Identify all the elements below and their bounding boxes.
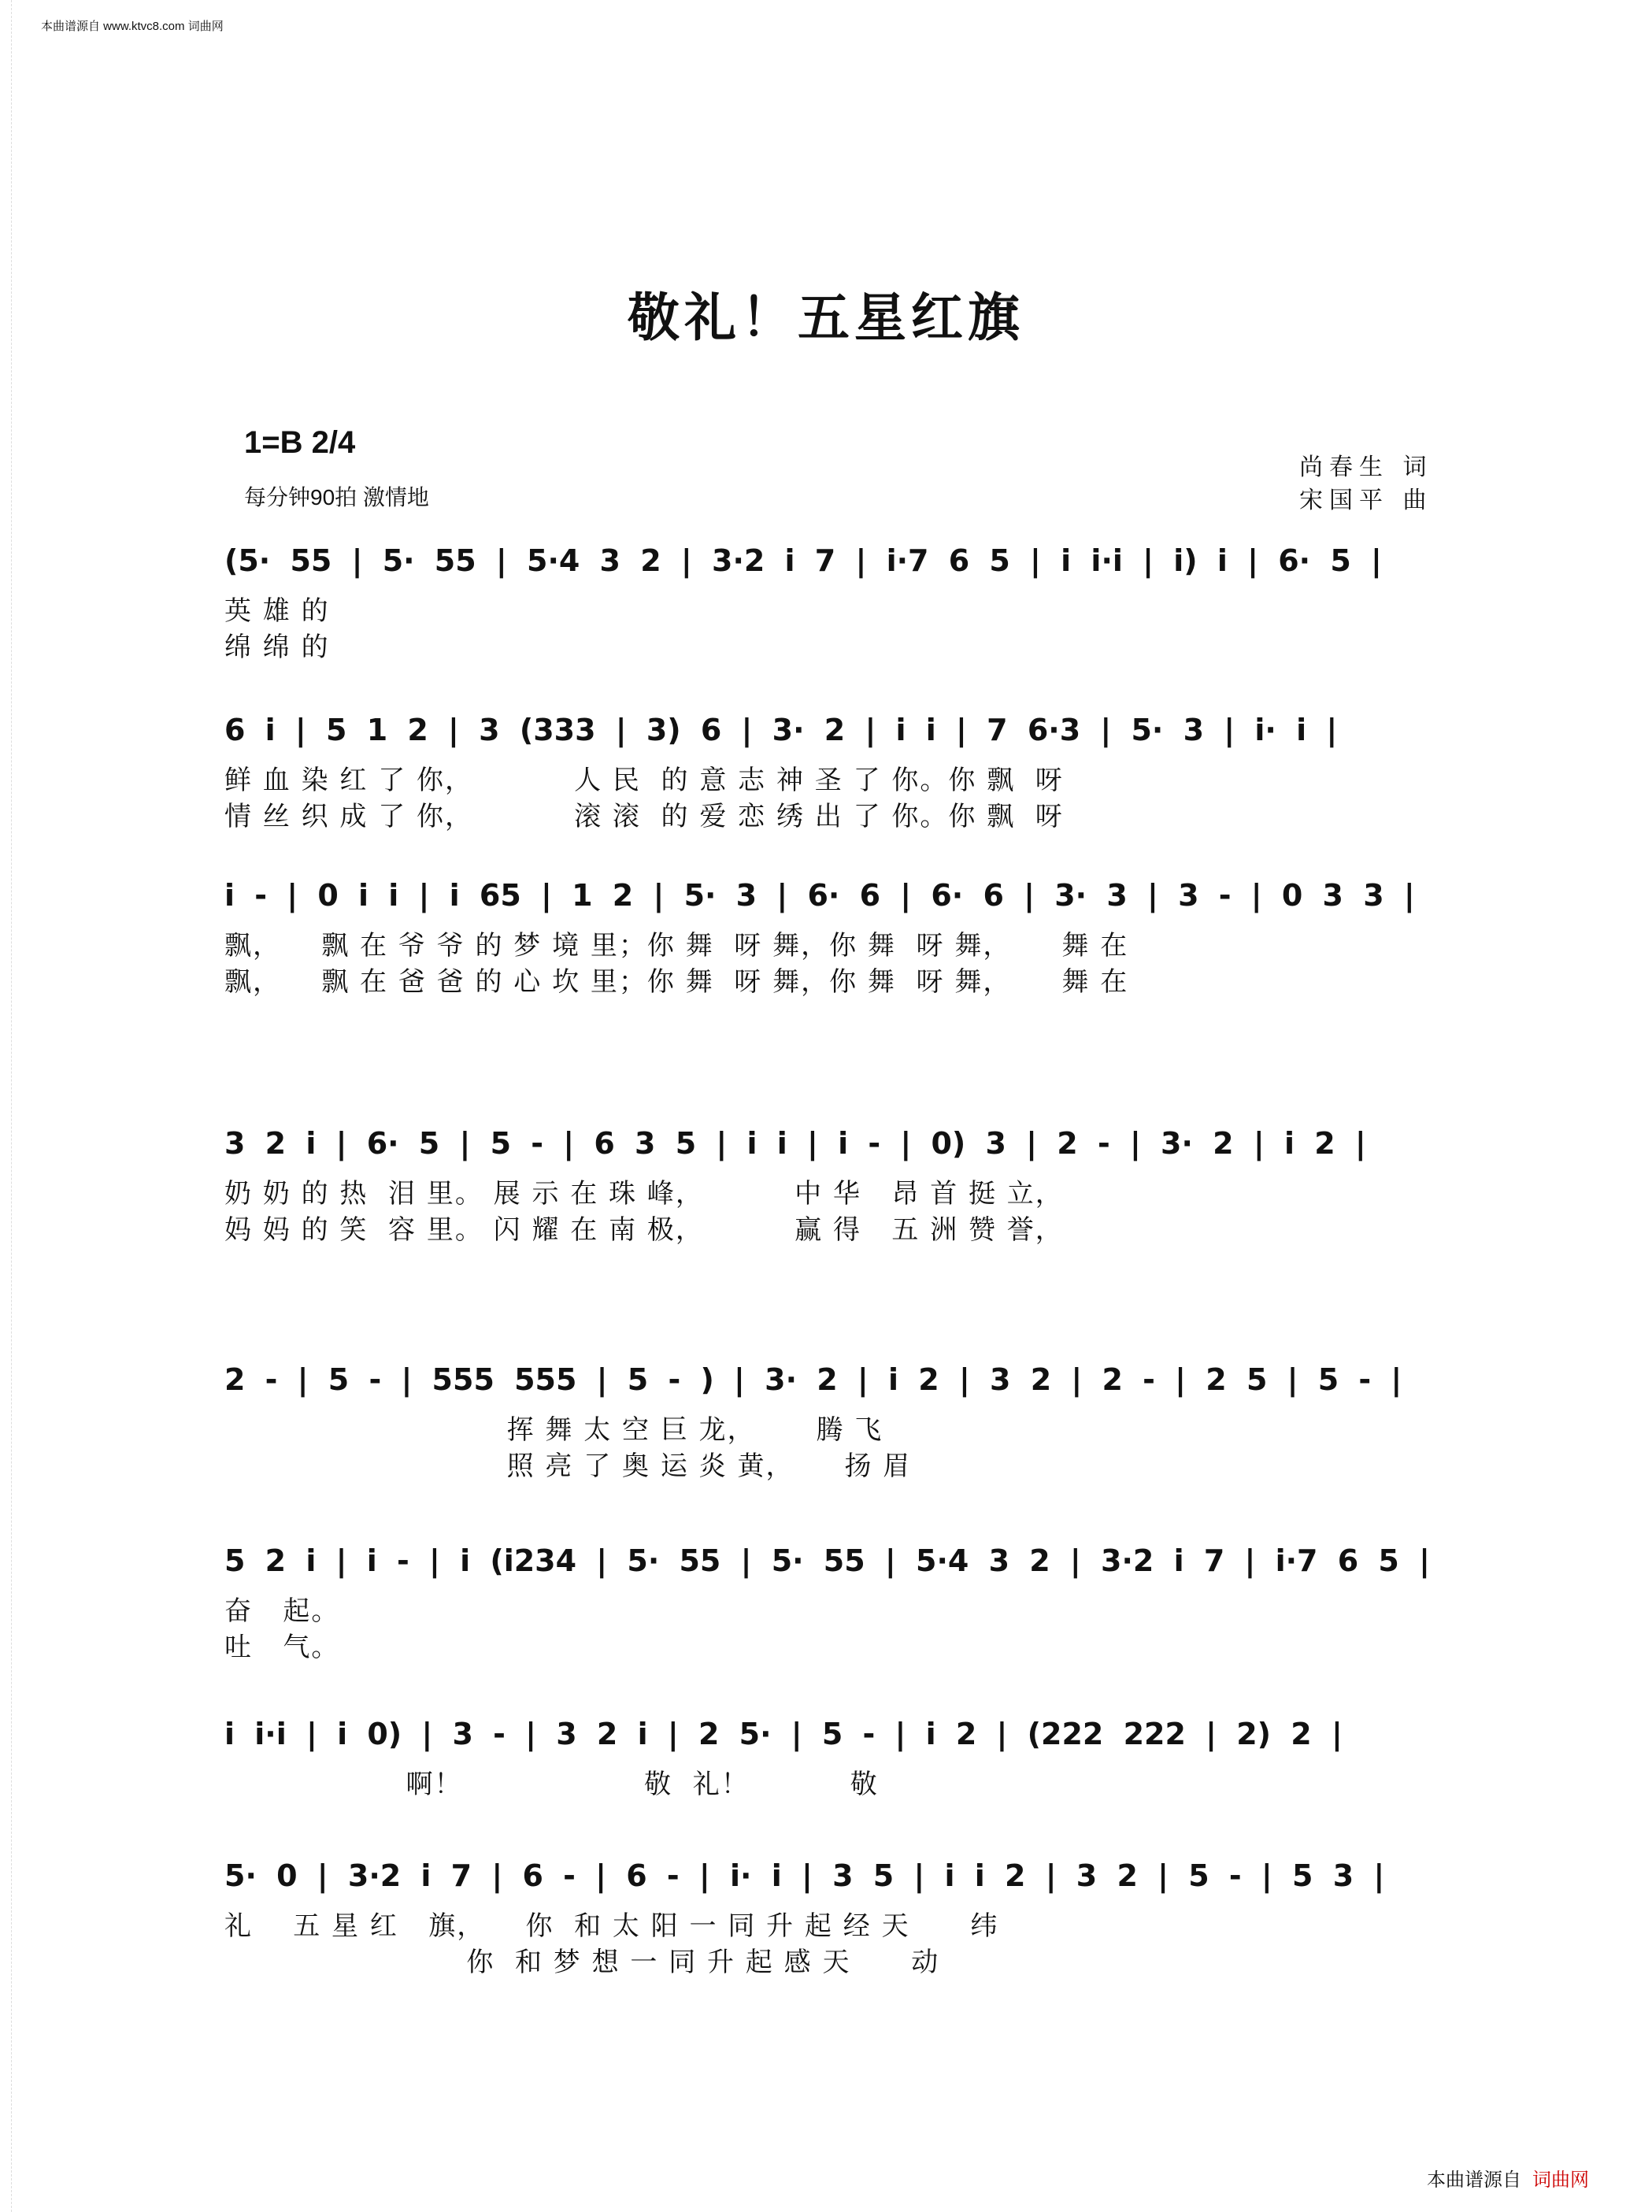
footer-label: 本曲谱源自 <box>1427 2169 1521 2191</box>
lyric-line: 飘， 飘 在 爸 爸 的 心 坎 里；你 舞 呀 舞，你 舞 呀 舞， 舞 在 <box>224 966 1129 998</box>
notation-line: i i·i | i 0) | 3 - | 3 2 i | 2 5· | 5 - | i 2 | (222 222 | 2) 2 | <box>224 1717 1343 1751</box>
key-signature: 1=B 2/4 <box>244 425 356 460</box>
notation-line: 6 i | 5 1 2 | 3 (333 | 3) 6 | 3· 2 | i i | 7 6·3 | 5· 3 | i· i | <box>224 713 1338 747</box>
footer <box>1427 2164 1589 2192</box>
lyric-line: 妈 妈 的 笑 容 里。 闪 耀 在 南 极， 赢 得 五 洲 赞 誉， <box>224 1214 1064 1246</box>
lyric-line: 英 雄 的 <box>224 595 330 627</box>
lyric-line: 飘， 飘 在 爷 爷 的 梦 境 里；你 舞 呀 舞，你 舞 呀 舞， 舞 在 <box>224 930 1129 961</box>
lyric-line: 奋 起。 <box>224 1595 340 1627</box>
notation-line: 5 2 i | i - | i (i234 | 5· 55 | 5· 55 | 5·4 3 2 | 3·2 i 7 | i·7 6 5 | <box>224 1543 1430 1578</box>
footer-site: 词曲网 <box>1532 2169 1589 2191</box>
song-title: 敬礼！五星红旗 <box>628 287 1024 348</box>
source-header: 本曲谱源自 www.ktvc8.com 词曲网 <box>41 20 224 33</box>
notation-line: 5· 0 | 3·2 i 7 | 6 - | 6 - | i· i | 3 5 | i i 2 | 3 2 | 5 - | 5 3 | <box>224 1858 1385 1893</box>
lyric-line: 挥 舞 太 空 巨 龙， 腾 飞 <box>224 1414 883 1446</box>
tempo-marking: 每分钟90拍 激情地 <box>244 485 429 509</box>
notation-line: 2 - | 5 - | 555 555 | 5 - ) | 3· 2 | i 2 | 3 2 | 2 - | 2 5 | 5 - | <box>224 1362 1402 1397</box>
lyric-line: 你 和 梦 想 一 同 升 起 感 天 动 <box>224 1947 940 1978</box>
lyric-line: 奶 奶 的 热 泪 里。 展 示 在 珠 峰， 中 华 昂 首 挺 立， <box>224 1178 1064 1210</box>
lyric-line: 鲜 血 染 红 了 你， 人 民 的 意 志 神 圣 了 你。你 飘 呀 <box>224 765 1064 796</box>
notation-line: 3 2 i | 6· 5 | 5 - | 6 3 5 | i i | i - | 0) 3 | 2 - | 3· 2 | i 2 | <box>224 1126 1366 1161</box>
lyric-line: 礼 五 星 红 旗， 你 和 太 阳 一 同 升 起 经 天 纬 <box>224 1910 999 1942</box>
lyric-line: 绵 绵 的 <box>224 632 330 663</box>
lyric-line: 照 亮 了 奥 运 炎 黄， 扬 眉 <box>224 1451 912 1482</box>
lyric-line: 啊！ 敬 礼！ 敬 <box>224 1769 879 1800</box>
lyricist-credit: 尚春生 词 <box>1299 454 1433 481</box>
composer-credit: 宋国平 曲 <box>1299 487 1433 514</box>
lyric-line: 情 丝 织 成 了 你， 滚 滚 的 爱 恋 绣 出 了 你。你 飘 呀 <box>224 801 1064 832</box>
lyric-line: 吐 气。 <box>224 1632 340 1663</box>
notation-line: i - | 0 i i | i 65 | 1 2 | 5· 3 | 6· 6 | 6· 6 | 3· 3 | 3 - | 0 3 3 | <box>224 878 1415 913</box>
notation-line: (5· 55 | 5· 55 | 5·4 3 2 | 3·2 i 7 | i·7 6 5 | i i·i | i) i | 6· 5 | <box>224 543 1382 578</box>
